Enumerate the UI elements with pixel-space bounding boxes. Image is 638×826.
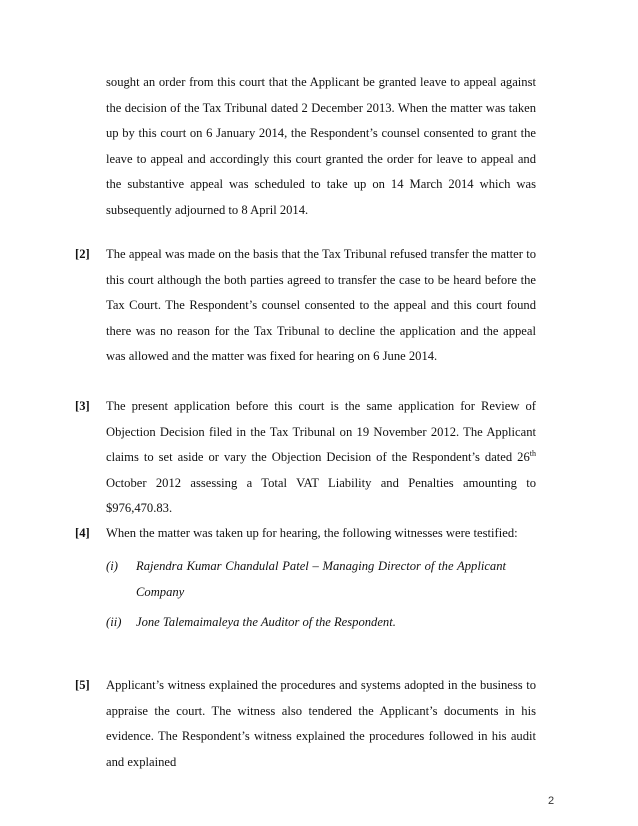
paragraph-5-number: [5] bbox=[75, 678, 90, 692]
page-number: 2 bbox=[548, 795, 555, 807]
date-ordinal-suffix: th bbox=[529, 449, 536, 458]
paragraph-2-text: The appeal was made on the basis that the Tax Tribunal refused transfer the matter to this court although the both parties agreed to transfer the case to be heard before the Tax Court. The Respondent’s counsel consented to the appeal and this court found there was no reason for the Tax Tribunal to decline the application and the appeal was allowed and the matter was fixed for hearing on 6 June 2014. bbox=[106, 247, 536, 364]
paragraph-4-text: When the matter was taken up for hearing, the following witnesses were testified: bbox=[106, 526, 518, 540]
witness-2-text: Jone Talemaimaleya the Auditor of the Respondent. bbox=[136, 615, 396, 629]
witness-2-numeral: (ii) bbox=[106, 615, 122, 629]
paragraph-3-text-a: The present application before this court is the same application for Review of Objection Decision filed in the Tax Tribunal on 19 November 2012. The Applicant claims to set aside or vary the Objection Decision of the Respondent’s dated 26 bbox=[106, 399, 536, 465]
witness-1-numeral: (i) bbox=[106, 559, 118, 573]
paragraph-4-number: [4] bbox=[75, 526, 90, 540]
paragraph-2-number: [2] bbox=[75, 247, 90, 261]
paragraph-3-number: [3] bbox=[75, 399, 90, 413]
paragraph-3-text bbox=[106, 394, 536, 522]
paragraph-5-text: Applicant’s witness explained the procedures and systems adopted in the business to appraise the court. The witness also tendered the Applicant’s documents in his evidence. The Respondent’s witness explained the procedures followed in his audit and explained bbox=[106, 678, 536, 769]
witness-1-text: Rajendra Kumar Chandulal Patel – Managing Director of the Applicant Company bbox=[136, 559, 506, 599]
paragraph-1-continuation: sought an order from this court that the Applicant be granted leave to appeal against the decision of the Tax Tribunal dated 2 December 2013. When the matter was taken up by this court on 6 January 2014, the Respondent’s counsel consented to grant the leave to appeal and accordingly this court granted the order for leave to appeal and the substantive appeal was scheduled to take up on 14 March 2014 which was subsequently adjourned to 8 April 2014. bbox=[106, 75, 536, 217]
paragraph-3-text-b: October 2012 assessing a Total VAT Liability and Penalties amounting to $976,470.83. bbox=[106, 475, 536, 516]
